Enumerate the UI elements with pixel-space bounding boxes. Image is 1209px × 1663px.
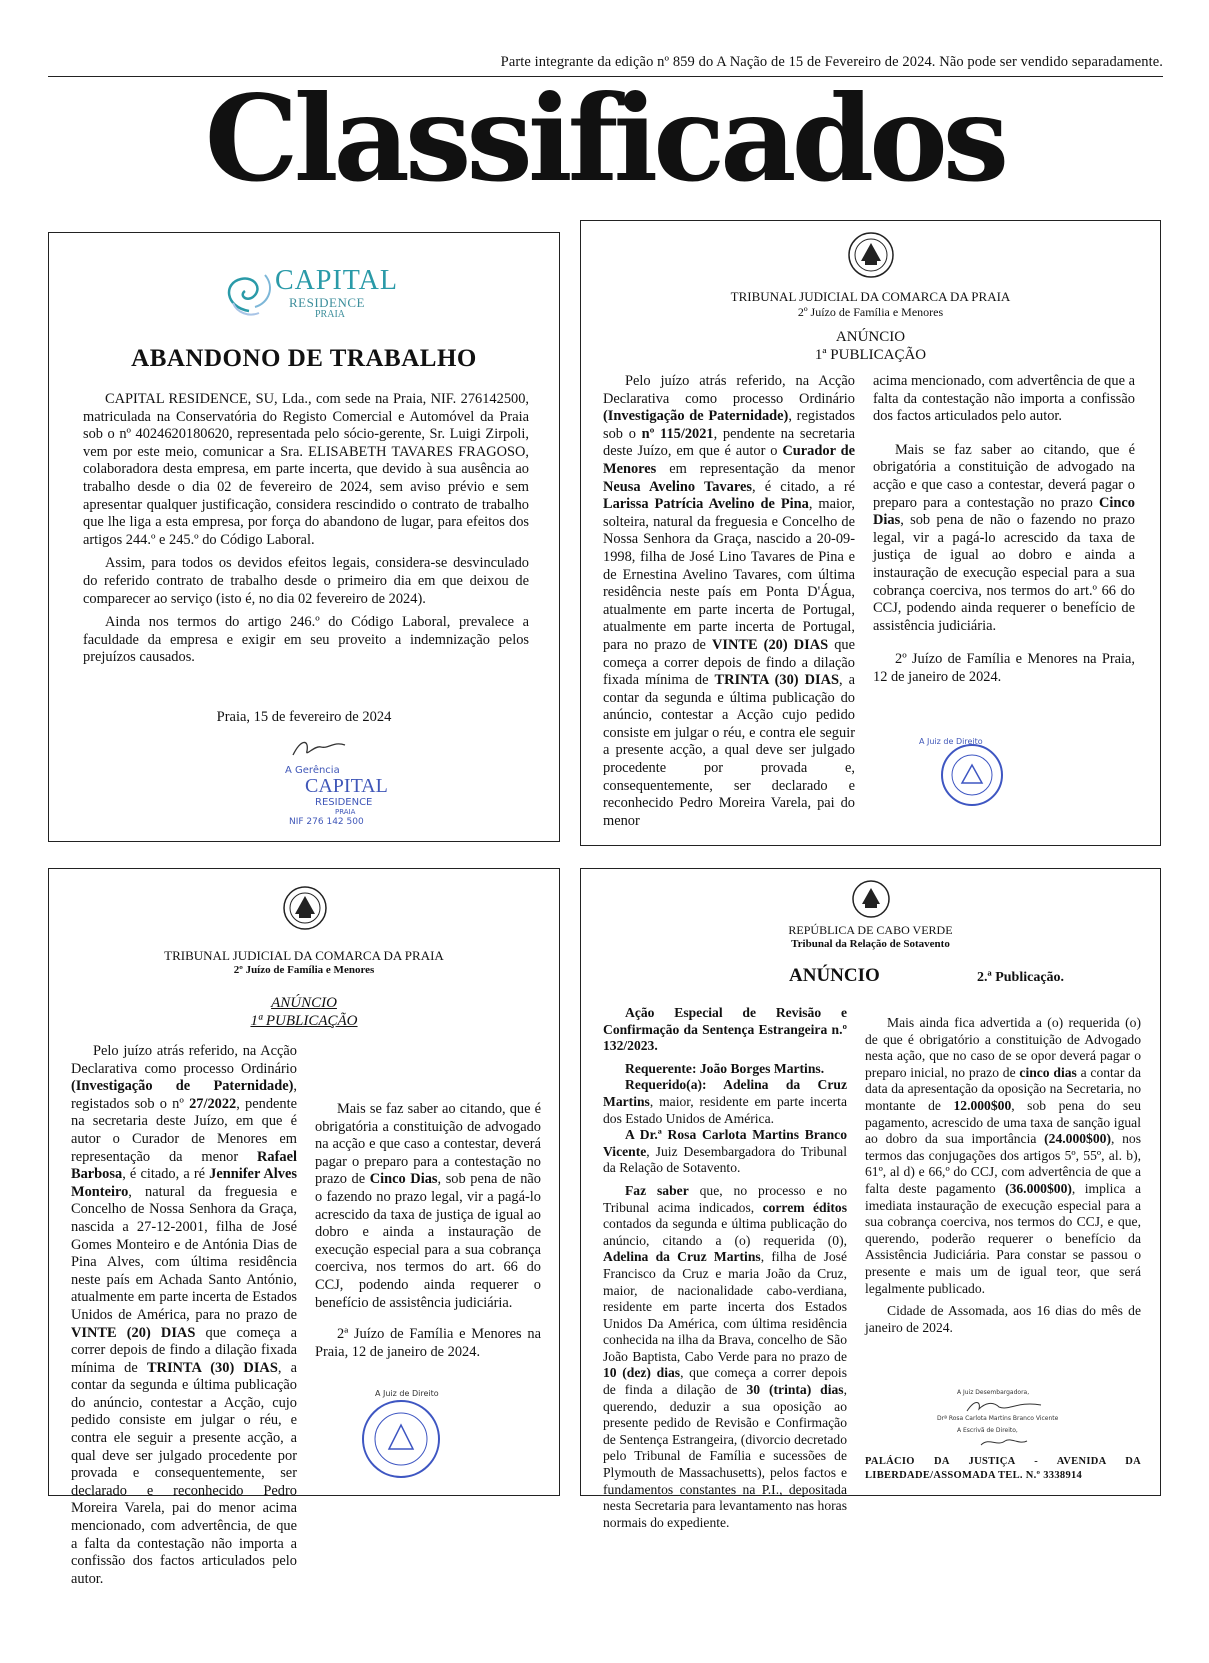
column-right: [865, 1015, 1141, 1342]
court-name: Tribunal da Relação de Sotavento: [791, 938, 950, 950]
stamp-line: RESIDENCE: [315, 797, 373, 808]
case-number: Ação Especial de Revisão e Confirmação da Sentença Estrangeira n.º 132/2023.: [603, 1005, 847, 1054]
requerente: Requerente: João Borges Martins.: [625, 1060, 825, 1076]
signature-icon: [289, 735, 349, 761]
ad-anuncio-tribunal-praia-2: [48, 868, 560, 1587]
column-right: [873, 373, 1135, 693]
stamp-line: CAPITAL: [305, 775, 388, 797]
paragraph: Pelo juízo atrás referido, na Acção Declarativa como processo Ordinário (Investigação de Paternidade), registados sob o nº 27/2022, pendente na secretaria deste Juízo, em que é autor o Curador de Menores em representação da menor Rafael Barbosa, é citado, a ré Jennifer Alves Monteiro, natural da freguesia e Concelho de Nossa Senhora da Graça, nascida a 27-12-2001, filha de José Gomes Monteiro e de Antónia Dias de Pina Alves, com última residência neste país em Achada Santo António, atualmente em parte incerta de Estados Unidos de América, para no prazo de VINTE (20) DIAS que começa a correr depois de findo a dilação fixada mínima de TRINTA (30) DIAS, a contar da segunda e última publicação do anúncio, contestar a Acção, cujo pedido consiste em julgar o réu, e contra ele seguir a presente acção, a qual deve ser julgado procedente por provada e consequentemente, ser declarado e reconhecido Pedro Moreira Varela, pai do menor acima mencionado, com advertência, de que a falta da contestação não importa a confissão dos factos articulados pelo autor.: [71, 1043, 298, 1587]
country-name: REPÚBLICA DE CABO VERDE: [788, 923, 953, 937]
company-stamp: [279, 733, 409, 833]
paragraph: Ainda nos termos do artigo 246.º do Código Laboral, prevalece a faculdade da empresa e exigir em seu proveito a indemnização pelos prejuízos causados.: [83, 614, 529, 666]
judge: A Dr.ª Rosa Carlota Martins Branco Vicente, Juiz Desembargadora do Tribunal da Relação de Sotavento.: [603, 1127, 847, 1176]
stamp-line: NIF 276 142 500: [289, 817, 364, 827]
publication-label: 2.ª Publicação.: [977, 970, 1065, 985]
masthead-title: Classificados: [204, 69, 1005, 208]
column-left: [603, 373, 855, 836]
stamp-label: A Juiz de Direito: [375, 1389, 439, 1398]
stamp-line: A Gerência: [285, 765, 340, 776]
closing-line: 2ª Juízo de Família e Menores na Praia, 12 de janeiro de 2024.: [315, 1326, 541, 1360]
signature-label: A Escrivã de Direito,: [957, 1427, 1018, 1434]
column-left: [603, 1005, 847, 1537]
publication-label: 1ª PUBLICAÇÃO: [814, 347, 927, 363]
ad-anuncio-tribunal-praia-1: [580, 220, 1161, 846]
signature-name: Drª Rosa Carlota Martins Branco Vicente: [937, 1415, 1059, 1422]
footer-address: PALÁCIO DA JUSTIÇA - AVENIDA DA LIBERDADE/ASSOMADA TEL. N.º 3338914: [865, 1456, 1141, 1481]
publication-label: 1ª PUBLICAÇÃO: [250, 1013, 358, 1029]
stamp-label: A Juiz de Direito: [919, 737, 983, 746]
signature-icon: [965, 1397, 1045, 1415]
column-right: [315, 1101, 541, 1367]
ad-body: [83, 391, 529, 673]
paragraph: Mais se faz saber ao citando, que é obrigatória a constituição de advogado na acção e que caso a contestar, deverá pagar o preparo para a contestação no prazo Cinco Dias, sob pena de não o fazendo no prazo legal, vir a pagá-lo acrescido da taxa de justiça de igual ao dobro e ainda a instauração de execução especial para a sua cobrança coerciva, nos termos do art.º 66 do CCJ, podendo ainda requerer o benefício de assistência judiciária.: [873, 441, 1135, 634]
ad-title: ANÚNCIO: [789, 965, 880, 986]
paragraph: acima mencionado, com advertência de que a falta da contestação não importa a confissão dos factos articulados pelo autor.: [873, 373, 1135, 425]
round-stamp-icon: [917, 739, 1027, 809]
logo-name: CAPITAL: [275, 265, 398, 296]
round-stamp-icon: [349, 1389, 479, 1485]
paragraph: Pelo juízo atrás referido, na Acção Declarativa como processo Ordinário (Investigação de Paternidade), registados sob o nº 115/2021, pendente na secretaria deste Juízo, em que é autor o Curador de Menores em representação da menor Neusa Avelino Tavares, é citado, a ré Larissa Patrícia Avelino de Pina, maior, solteira, natural da freguesia e Concelho de Nossa Senhora da Graça, nascido a 20-09-1998, filha de José Lino Tavares de Pina e de Ernestina Avelino Tavares, com última residência neste país em Ponta D'Água, atualmente em parte incerta de Portugal, atualmente em parte incerta de Portugal, para no prazo de VINTE (20) DIAS que começa a correr depois de findo a dilação fixada mínima de TRINTA (30) DIAS, a contar da segunda e última publicação do anúncio, contestar a Acção cujo pedido consiste em julgar o réu, e contra ele seguir a presente acção, a qual deve ser julgado procedente por provada e, consequentemente, ser declarado e reconhecido Pedro Moreira Varela, pai do menor: [603, 373, 856, 829]
column-left: [71, 1043, 297, 1594]
edition-note: Parte integrante da edição nº 859 do A Nação de 15 de Fevereiro de 2024. Não pode ser vendido separadamente.: [500, 54, 1163, 70]
stamp-line: PRAIA: [335, 808, 356, 816]
ad-abandono-trabalho: [48, 232, 560, 842]
closing-line: 2º Juízo de Família e Menores na Praia, 12 de janeiro de 2024.: [873, 651, 1135, 685]
closing-line: Cidade de Assomada, aos 16 dias do mês de janeiro de 2024.: [865, 1303, 1141, 1335]
ad-title: ANÚNCIO: [835, 329, 906, 345]
court-name: TRIBUNAL JUDICIAL DA COMARCA DA PRAIA: [730, 289, 1011, 304]
signature-icon: [979, 1435, 1029, 1449]
paragraph: Faz saber que, no processo e no Tribunal acima indicados, correm éditos contados da segunda e última publicação do anúncio, citando a (o) requerida (0), Adelina da Cruz Martins, filha de José Francisco da Cruz e maria João da Cruz, maior, de nacionalidade cabo-verdiana, residente em parte incerta dos Estados Unidos Da América, com última residência conhecida na ilha da Brava, concelho de São João Baptista, Cabo Verde para no prazo de 10 (dez) dias, que começa a correr depois de finda a dilação de 30 (trinta) dias, querendo, deduzir a sua oposição ao presente pedido de Revisão e Confirmação de Sentença Estrangeira, (divorcio decretado pelo Tribunal de Família e sucessões de Plymouth de Massachusetts), pelos factos e fundamentos constantes na P.I., depositada nesta Secretaria para levantamento nas horas normais do expediente.: [603, 1182, 848, 1530]
signatures: [921, 1389, 1121, 1449]
paragraph: CAPITAL RESIDENCE, SU, Lda., com sede na Praia, NIF. 276142500, matriculada na Conservatória do Registo Comercial e Automóvel da Praia sob o nº 4024620180620, representada pelo sócio-gerente, Sr. Luigi Zirpoli, vem por este meio, comunicar a Sra. ELISABETH TAVARES FRAGOSO, colaboradora desta empresa, em parte incerta, que devido à sua ausência ao trabalho desde o dia 02 de fevereiro de 2024, sem aviso prévio e sem apresentar qualquer justificação, considera rescindido o contrato de trabalho que lhe liga a esta empresa, por força do abandono de lugar, para efeitos dos artigos 244.º e 245.º do Código Laboral.: [83, 391, 529, 548]
requerido: Requerido(a): Adelina da Cruz Martins, maior, residente em parte incerta dos Estado Unidos de América.: [603, 1077, 847, 1126]
signature-label: A Juiz Desembargadora,: [957, 1389, 1030, 1396]
ad-anuncio-relacao-sotavento: [580, 868, 1161, 1530]
court-stamp: [349, 1389, 479, 1485]
court-stamp: [917, 739, 1027, 809]
coat-of-arms-icon: [282, 885, 328, 931]
logo-sub: RESIDENCE: [289, 295, 365, 310]
court-name: TRIBUNAL JUDICIAL DA COMARCA DA PRAIA: [164, 948, 444, 963]
coat-of-arms-icon: [851, 879, 891, 919]
paragraph: Mais se faz saber ao citando, que é obrigatória a constituição de advogado na acção e que caso a contestar, deverá pagar o preparo para a contestação no prazo de Cinco Dias, sob pena de não o fazendo no prazo legal, vir a pagá-lo acrescido da taxa de justiça de igual ao dobro e ainda a instauração de execução especial para a sua cobrança coerciva, nos termos do art. 66 do CCJ, podendo ainda requerer o benefício de assistência judiciária.: [315, 1101, 541, 1311]
ad-title: ABANDONO DE TRABALHO: [131, 345, 477, 372]
ad-date: Praia, 15 de fevereiro de 2024: [216, 709, 392, 725]
court-section: 2º Juízo de Família e Menores: [797, 305, 944, 319]
logo-city: PRAIA: [315, 309, 346, 320]
coat-of-arms-icon: [847, 231, 895, 279]
swirl-logo-icon: [219, 267, 279, 319]
court-section: 2º Juízo de Família e Menores: [233, 964, 375, 976]
ad-title: ANÚNCIO: [271, 995, 337, 1011]
paragraph: Assim, para todos os devidos efeitos legais, considera-se desvinculado do referido contrato de trabalho desde o primeiro dia em que deixou de comparecer ao serviço (isto é, no dia 02 fevereiro de 2024).: [83, 555, 529, 607]
capital-residence-logo: [219, 263, 399, 323]
paragraph: Mais ainda fica advertida a (o) requerida (o) de que é obrigatório a constituição de Advogado nesta ação, que no caso de se opor deverá pagar o preparo inicial, no prazo de cinco dias a contar da data da apresentação da oposição na Secretaria, no montante de 12.000$00, sob pena do seu pagamento, acrescido de uma taxa de sanção igual ao dobro da sua importância (24.000$00), nos termos das conjugações dos artigos 5º, 55º, al. b), 61º, al d) e 66,º do CCJ, com advertência de que a falta deste pagamento (36.000$00), implica a imediata instauração de execução especial para a sua cobrança coerciva, nos termos do CCJ, e que, querendo, poderão requerer o benefício da Assistência Judiciária. Para constar se passou o presente e mais um de igual teor, que será legalmente publicado.: [865, 1015, 1141, 1296]
